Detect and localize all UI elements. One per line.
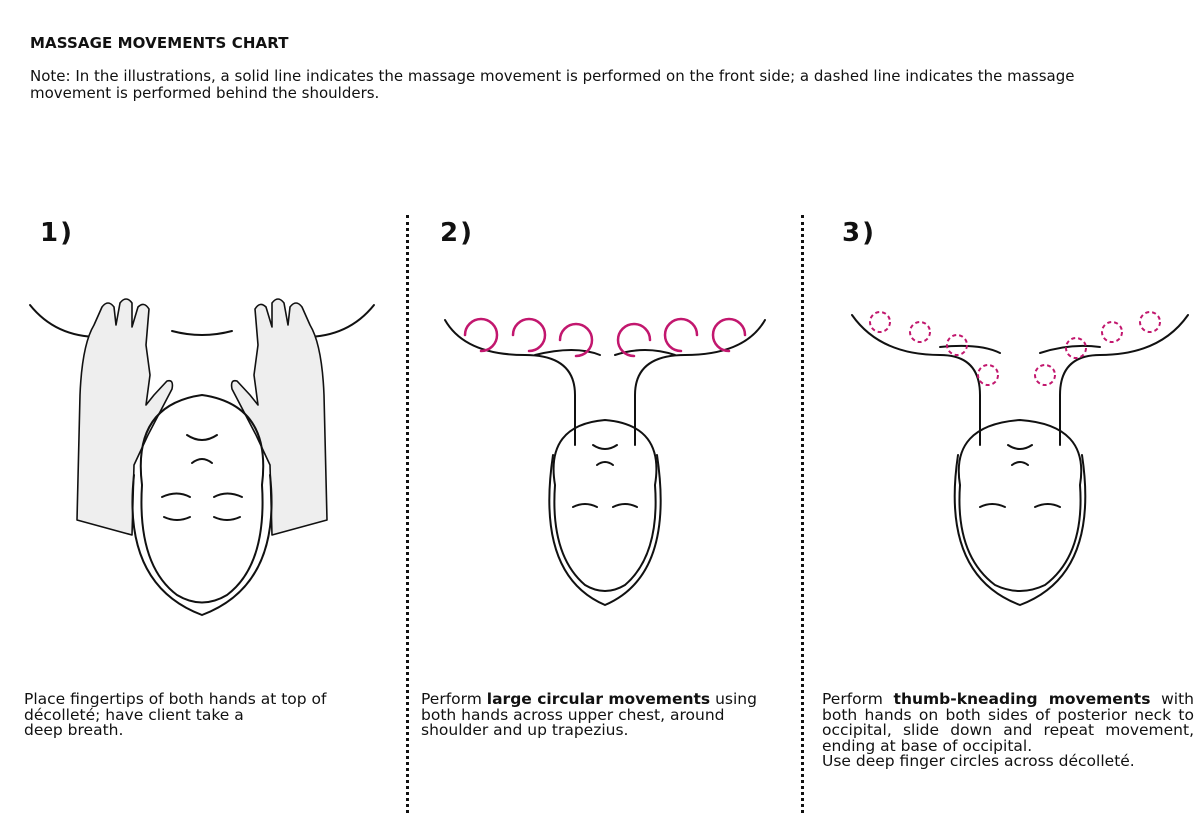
- step-2-description: Perform large circular movements using both hands across upper chest, around shoulder and up trapezius.: [421, 690, 757, 739]
- circular-movement-arrow: [513, 319, 545, 351]
- head-outline: [554, 420, 657, 591]
- nose: [1012, 462, 1028, 465]
- eye-right: [613, 504, 637, 507]
- eye-left: [162, 494, 190, 498]
- nose: [597, 462, 613, 465]
- clavicle-line: [535, 350, 600, 355]
- step-3-illustration: [840, 285, 1200, 645]
- eye-left: [980, 504, 1005, 507]
- hair-wrap: [955, 455, 1086, 605]
- circular-movement-arrow: [665, 319, 697, 351]
- eye-right: [1035, 504, 1060, 507]
- step-2-illustration: [425, 285, 785, 645]
- step-3-number: 3): [842, 218, 876, 248]
- step-2-number: 2): [440, 218, 474, 248]
- column-divider-1: [406, 215, 409, 813]
- hand-left: [77, 299, 172, 535]
- shoulder-line: [445, 320, 575, 445]
- shoulder-line: [1060, 315, 1188, 445]
- circular-movement-arrow: [465, 319, 497, 351]
- step-1-description: Place fingertips of both hands at top of décolleté; have client take a deep breath.: [24, 690, 327, 739]
- kneading-circle-icon: [1066, 338, 1086, 358]
- hand-right: [232, 299, 327, 535]
- step-1-illustration: [22, 285, 382, 645]
- legend-note: Note: In the illustrations, a solid line indicates the massage movement is performed on the front side; a dashed line indicates the massage movement is performed behind the shoulders.: [30, 67, 1075, 102]
- mouth: [187, 435, 217, 440]
- mouth: [1008, 445, 1032, 449]
- head-outline: [959, 420, 1082, 591]
- nose: [192, 459, 212, 463]
- step-1-number: 1): [40, 218, 74, 248]
- step-3-description: Perform thumb-kneading movements with both hands on both sides of posterior neck to occipital, slide down and repeat movement, ending at base of occipital. Use deep finger circles across décolleté.: [822, 690, 1194, 770]
- head-outline: [141, 395, 264, 603]
- shoulder-line: [852, 315, 980, 445]
- hair-wrap: [132, 475, 271, 615]
- kneading-circle-icon: [910, 322, 930, 342]
- clavicle-line: [1040, 346, 1100, 353]
- kneading-circle-icon: [870, 312, 890, 332]
- kneading-circle-icon: [1140, 312, 1160, 332]
- clavicle-line: [172, 331, 232, 335]
- mouth: [593, 445, 617, 449]
- brow-right: [214, 517, 240, 520]
- eye-left: [573, 504, 597, 507]
- kneading-circle-icon: [1035, 365, 1055, 385]
- kneading-circle-icon: [978, 365, 998, 385]
- brow-left: [164, 517, 190, 520]
- kneading-circle-icon: [1102, 322, 1122, 342]
- column-divider-2: [801, 215, 804, 813]
- hair-wrap: [549, 455, 660, 605]
- circular-movement-arrow: [560, 324, 592, 356]
- page-title: MASSAGE MOVEMENTS CHART: [30, 34, 289, 52]
- eye-right: [214, 494, 242, 498]
- shoulder-line: [635, 320, 765, 445]
- circular-movement-arrow: [713, 319, 745, 351]
